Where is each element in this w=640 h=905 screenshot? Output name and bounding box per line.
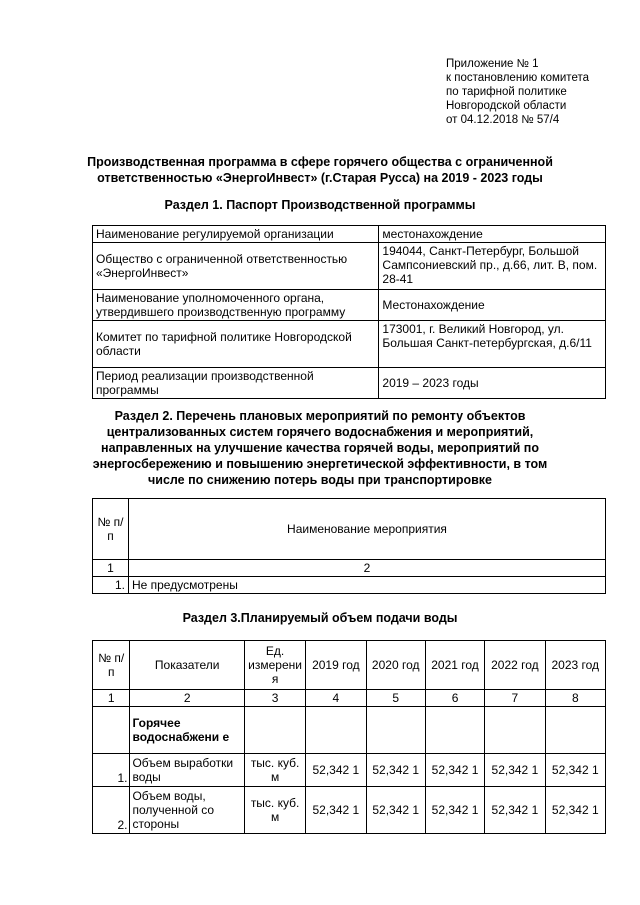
table-cell: 52,342 1 xyxy=(306,754,366,787)
table-cell: 52,342 1 xyxy=(425,787,484,834)
table-cell xyxy=(425,707,484,754)
table-cell: 52,342 1 xyxy=(485,754,545,787)
table-cell: 1. xyxy=(93,577,129,594)
table-cell xyxy=(545,707,605,754)
table-cell: 1 xyxy=(93,560,129,577)
table-cell: 52,342 1 xyxy=(306,787,366,834)
table-cell xyxy=(485,707,545,754)
table-cell: Общество с ограниченной ответственностью «ЭнергоИнвест» xyxy=(93,243,379,290)
main-title-line: Производственная программа в сфере горячего общества с ограниченной xyxy=(87,155,553,169)
section2-title-line: числе по снижению потерь воды при транспортировке xyxy=(148,473,492,487)
table-cell: Объем воды, полученной со стороны xyxy=(130,787,245,834)
table-cell: Наименование уполномоченного органа, утвердившего производственную программу xyxy=(93,290,379,321)
table-row xyxy=(93,560,606,577)
section2-title-line: Раздел 2. Перечень плановых мероприятий по ремонту объектов xyxy=(114,409,526,423)
table-cell xyxy=(366,707,425,754)
table-cell: 2 xyxy=(130,690,245,707)
table-row xyxy=(93,243,606,290)
table-row xyxy=(93,754,606,787)
section3-title: Раздел 3.Планируемый объем подачи воды xyxy=(182,611,458,625)
table-header-cell: № п/п xyxy=(93,499,129,560)
table-cell: местонахождение xyxy=(379,226,606,243)
table-row xyxy=(93,290,606,321)
appendix-line: Приложение № 1 xyxy=(446,58,539,70)
table-header-cell: 2021 год xyxy=(425,641,484,690)
table-cell: Местонахождение xyxy=(379,290,606,321)
table-cell: 4 xyxy=(306,690,366,707)
supply-volume-table xyxy=(92,640,606,834)
table-cell xyxy=(93,707,130,754)
table-cell: Наименование регулируемой организации xyxy=(93,226,379,243)
group-label: Горячее водоснабжени е xyxy=(130,707,245,754)
main-title-line: ответственностью «ЭнергоИнвест» (г.Старая Русса) на 2019 - 2023 годы xyxy=(97,171,543,185)
section2-title-line: централизованных систем горячего водоснабжения и мероприятий, xyxy=(106,425,534,439)
table-header-row xyxy=(93,641,606,690)
table-cell: 1 xyxy=(93,690,130,707)
table-cell: 1. xyxy=(93,754,130,787)
appendix-line: по тарифной политике xyxy=(446,86,567,98)
appendix-line: от 04.12.2018 № 57/4 xyxy=(446,114,560,126)
table-header-cell: 2020 год xyxy=(366,641,425,690)
table-cell xyxy=(244,707,305,754)
section2-title xyxy=(60,408,580,488)
table-header-cell: Наименование мероприятия xyxy=(128,499,605,560)
table-cell: Объем выработки воды xyxy=(130,754,245,787)
table-cell: 2019 – 2023 годы xyxy=(379,368,606,399)
table-header-cell: 2019 год xyxy=(306,641,366,690)
table-row xyxy=(93,577,606,594)
table-header-cell: 2023 год xyxy=(545,641,605,690)
table-cell: 52,342 1 xyxy=(366,754,425,787)
table-cell: 7 xyxy=(485,690,545,707)
table-cell: 52,342 1 xyxy=(425,754,484,787)
table-cell: 6 xyxy=(425,690,484,707)
table-header-cell: Ед. измерени я xyxy=(244,641,305,690)
table-cell: 5 xyxy=(366,690,425,707)
table-header-cell: № п/п xyxy=(93,641,130,690)
section1-title: Раздел 1. Паспорт Производственной программы xyxy=(164,198,476,212)
table-row xyxy=(93,787,606,834)
table-row xyxy=(93,321,606,368)
table-cell: 52,342 1 xyxy=(366,787,425,834)
table-row xyxy=(93,368,606,399)
table-cell: Период реализации производственной программы xyxy=(93,368,379,399)
table-header-cell: 2022 год xyxy=(485,641,545,690)
passport-table xyxy=(92,225,606,399)
table-header-cell: Показатели xyxy=(130,641,245,690)
table-cell: Комитет по тарифной политике Новгородской области xyxy=(93,321,379,368)
table-cell: 194044, Санкт-Петербург, Большой Сампсониевский пр., д.66, лит. В, пом. 28-41 xyxy=(379,243,606,290)
table-group-row xyxy=(93,707,606,754)
table-cell: 52,342 1 xyxy=(545,787,605,834)
table-row xyxy=(93,499,606,560)
table-cell: тыс. куб. м xyxy=(244,754,305,787)
appendix-line: Новгородской области xyxy=(446,100,567,112)
appendix-block xyxy=(446,57,589,127)
table-row xyxy=(93,226,606,243)
table-cell: 52,342 1 xyxy=(545,754,605,787)
table-cell: 2. xyxy=(93,787,130,834)
table-cell: тыс. куб. м xyxy=(244,787,305,834)
table-cell: 2 xyxy=(128,560,605,577)
table-cell xyxy=(306,707,366,754)
appendix-line: к постановлению комитета xyxy=(446,72,589,84)
table-cell: 3 xyxy=(244,690,305,707)
table-cell: 8 xyxy=(545,690,605,707)
section2-title-line: энергосбережению и повышению энергетической эффективности, в том xyxy=(92,457,548,471)
table-cell: Не предусмотрены xyxy=(128,577,605,594)
measures-table xyxy=(92,498,606,594)
table-index-row xyxy=(93,690,606,707)
table-cell: 52,342 1 xyxy=(485,787,545,834)
table-cell: 173001, г. Великий Новгород, ул. Большая Санкт-петербургская, д.6/11 xyxy=(379,321,606,368)
section2-title-line: направленных на улучшение качества горячей воды, мероприятий по xyxy=(101,441,539,455)
main-title xyxy=(60,154,580,186)
